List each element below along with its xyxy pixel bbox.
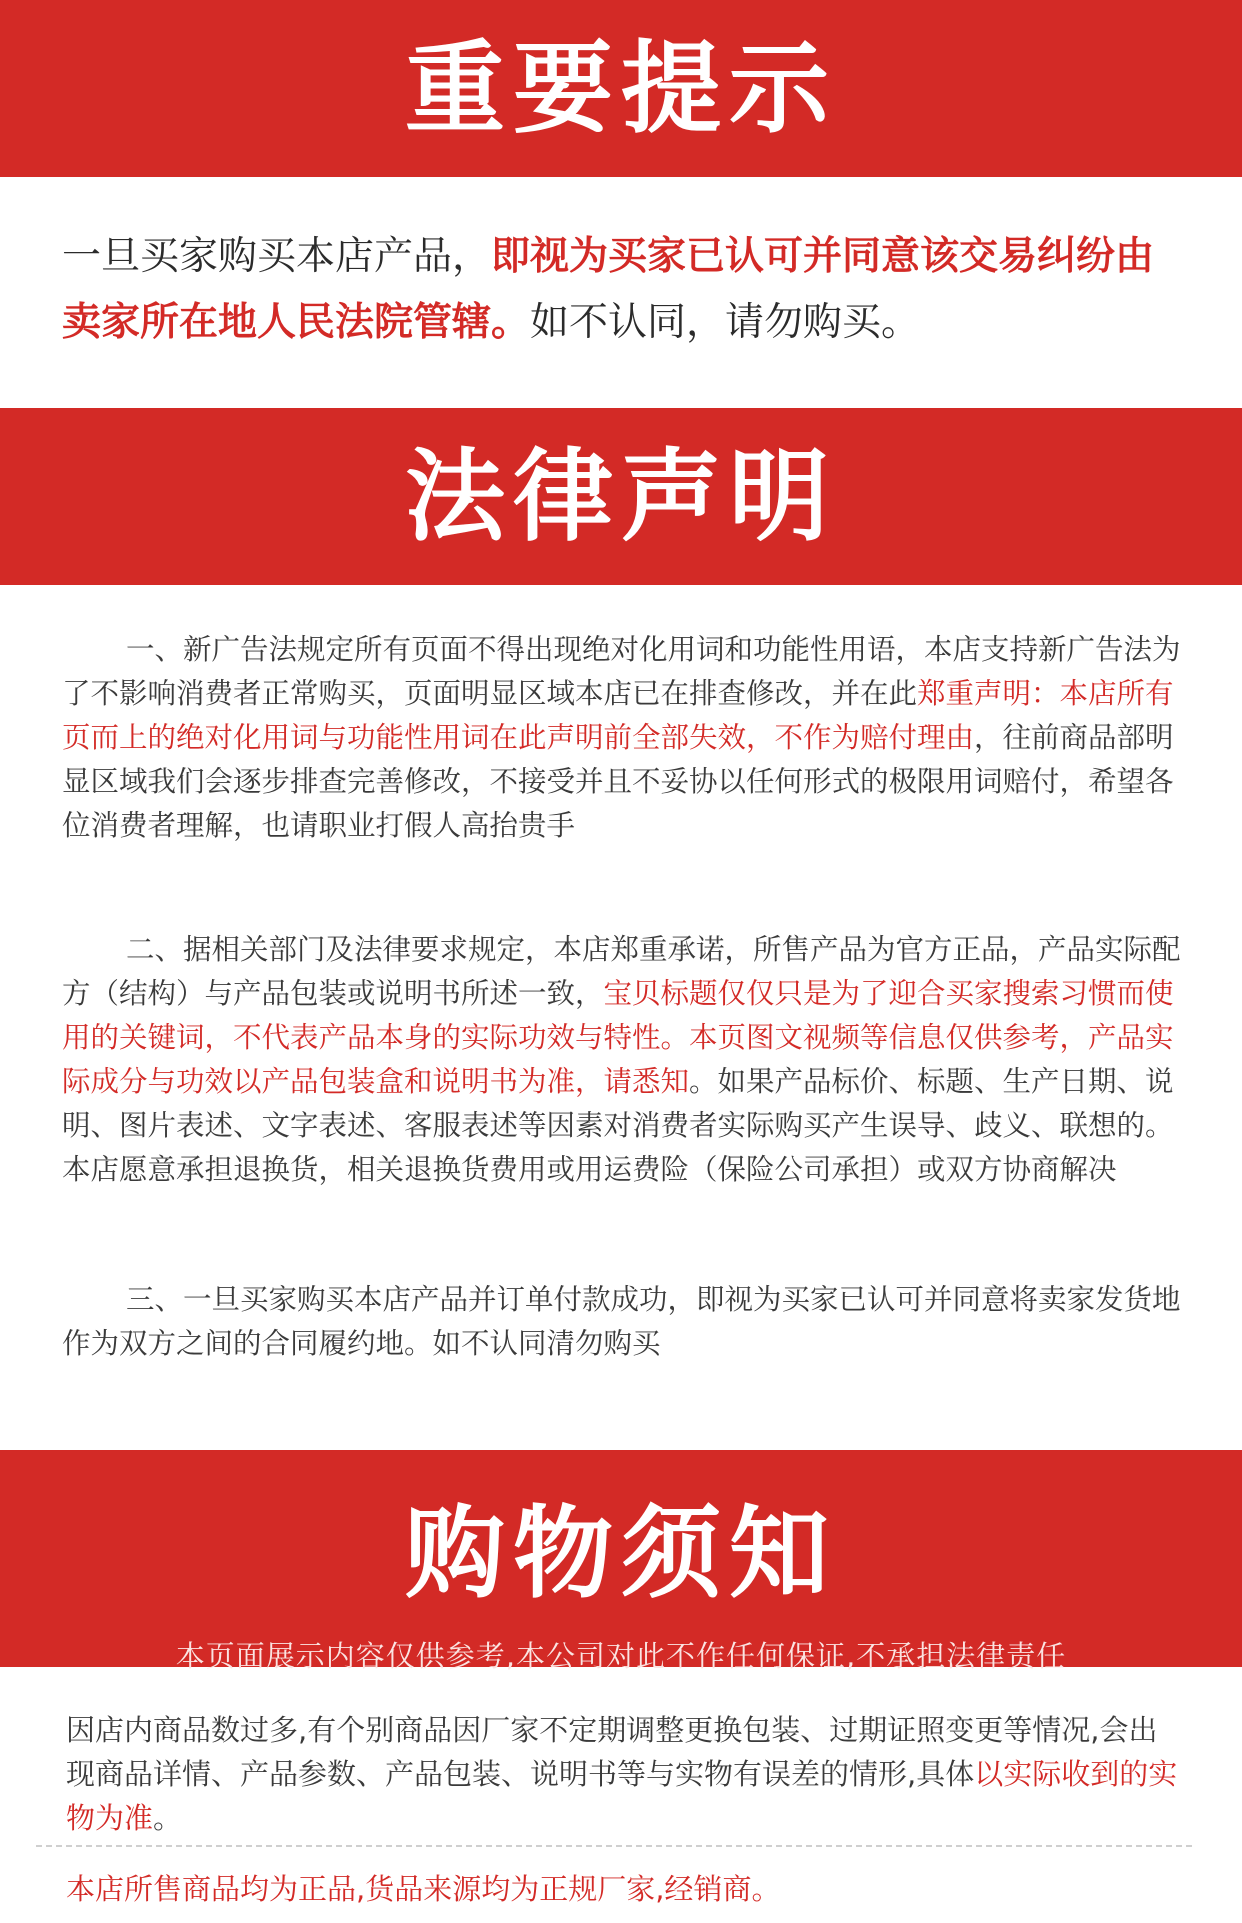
legal-p1-highlight: 郑重声明：本店所有页而上的绝对化用词与功能性用词在此声明前全部失效，不作为赔付理由: [62, 677, 1174, 754]
legal-p2-highlight: 宝贝标题仅仅只是为了迎合买家搜索习惯而使用的关键词，不代表产品本身的实际功效与特性。本页图文视频等信息仅供参考，产品实际成分与功效以产品包装盒和说明书为准，请悉知: [62, 977, 1174, 1098]
important-notice-title: 重要提示: [405, 29, 837, 147]
legal-p1-a: 一、新广告法规定所有页面不得出现绝对化用词和功能性用语，本店支持新广告法为了不影响消费者正常购买，页面明显区域本店已在排查修改，并在此: [62, 633, 1181, 710]
shop-p1-a: 因店内商品数过多,有个别商品因厂家不定期调整更换包装、过期证照变更等情况,会出现商品详情、产品参数、产品包装、说明书等与实物有误差的情形,具体: [66, 1713, 1158, 1791]
notice-text-c: 如不认同，请勿购买。: [530, 300, 921, 345]
legal-p1-c: ，往前商品部明显区域我们会逐步排查完善修改，不接受并且不妥协以任何形式的极限用词赔付，希望各位消费者理解，也请职业打假人高抬贵手: [62, 721, 1174, 842]
shopping-notice-title: 购物须知: [405, 1495, 837, 1612]
shopping-paragraph-1: [66, 1708, 1186, 1840]
legal-p2-a: 二、据相关部门及法律要求规定，本店郑重承诺，所售产品为官方正品，产品实际配方（结构）与产品包装或说明书所述一致，: [62, 933, 1181, 1010]
legal-paragraph-3: [62, 1278, 1192, 1366]
legal-statement-banner: [0, 408, 1242, 585]
legal-paragraph-1: [62, 628, 1192, 848]
legal-p3-highlight: 一旦买家购买本店产品并订单付款成功，即视为买家已认可并同意将卖家发货地作为双方之间的合同履约地。如不认同清勿购买: [62, 1283, 1181, 1360]
shop-p1-highlight: 以实际收到的实物为准: [66, 1757, 1178, 1835]
legal-p2-c: 。如果产品标价、标题、生产日期、说明、图片表述、文字表述、客服表述等因素对消费者实际购买产生误导、歧义、联想的。本店愿意承担退换货，相关退换货费用或用运费险（保险公司承担）或双方协商解决: [62, 1065, 1174, 1186]
important-notice-text: [62, 224, 1192, 356]
shopping-notice-subtitle: 本页面展示内容仅供参考,本公司对此不作任何保证,不承担法律责任: [175, 1639, 1067, 1673]
notice-text-a: 一旦买家购买本店产品，: [62, 234, 492, 279]
notice-text-highlight: 即视为买家已认可并同意该交易纠纷由卖家所在地人民法院管辖。: [62, 234, 1155, 345]
legal-paragraph-2: [62, 928, 1192, 1192]
legal-p3-a: 三、: [126, 1283, 184, 1316]
shopping-notice-banner: [0, 1450, 1242, 1673]
shopping-paragraph-2: 本店所售商品均为正品,货品来源均为正规厂家,经销商。: [66, 1872, 781, 1906]
important-notice-banner: [0, 0, 1242, 177]
shop-p1-c: 。: [153, 1801, 183, 1835]
dashed-divider: [36, 1845, 1192, 1847]
legal-statement-title: 法律声明: [405, 437, 837, 555]
